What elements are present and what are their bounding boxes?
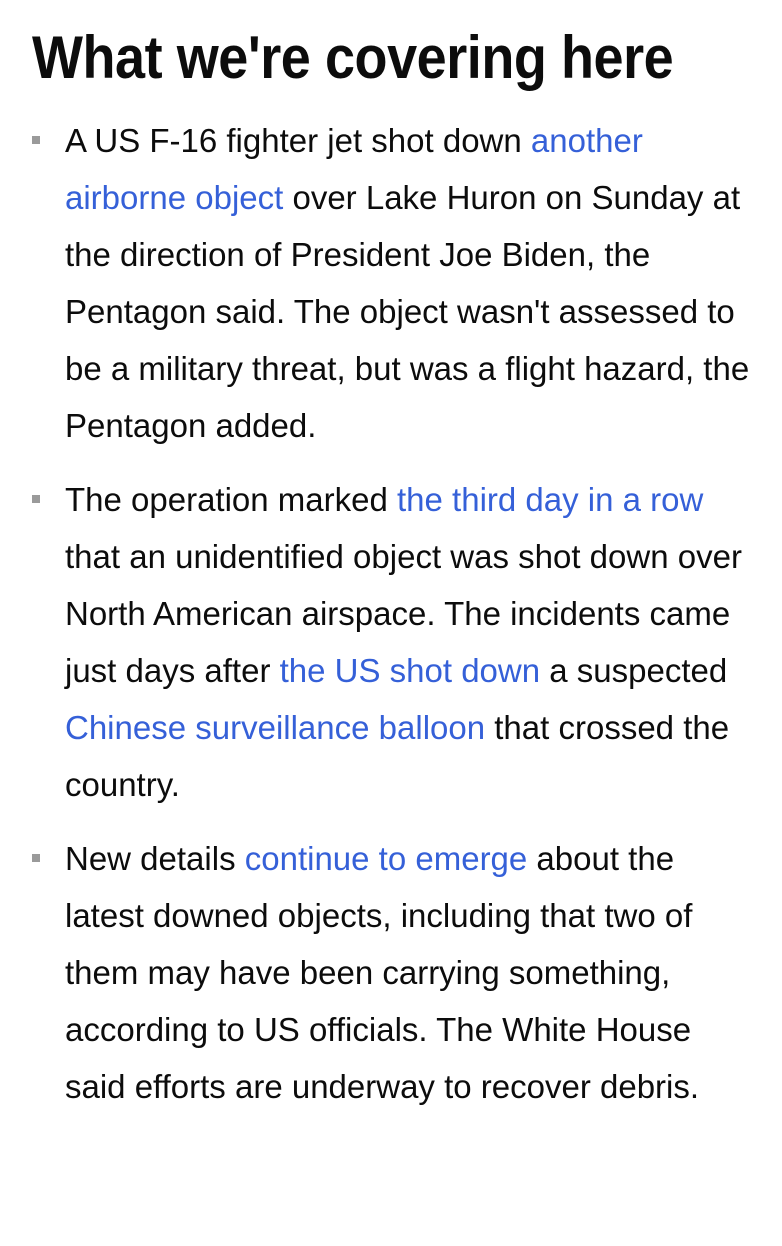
text-segment: A US F-16 fighter jet shot down xyxy=(65,122,531,159)
bullet-item xyxy=(32,112,755,454)
link-another-airborne-object[interactable]: another airborne object xyxy=(65,122,643,216)
link-third-day-in-a-row[interactable]: the third day in a row xyxy=(397,481,704,518)
text-segment: The operation marked xyxy=(65,481,398,518)
text-segment: New details xyxy=(65,840,245,877)
bullet-list xyxy=(32,112,782,1115)
section-heading: What we're covering here xyxy=(32,24,674,91)
bullet-square-icon xyxy=(32,136,40,144)
text-segment: over Lake Huron on Sunday at the direction of President Joe Biden, the Pentagon said. The object wasn't assessed to be a military threat, but was a flight hazard, the Pentagon added. xyxy=(65,179,750,444)
link-us-shot-down[interactable]: the US shot down xyxy=(279,652,541,689)
text-segment: that an unidentified object was shot down over North American airspace. The incidents came just days after xyxy=(65,538,742,689)
text-segment: a suspected xyxy=(540,652,728,689)
bullet-item xyxy=(32,830,755,1115)
bullet-square-icon xyxy=(32,854,40,862)
text-segment: that crossed the country. xyxy=(65,709,730,803)
link-continue-to-emerge[interactable]: continue to emerge xyxy=(244,840,528,877)
bullet-item xyxy=(32,471,755,813)
bullet-square-icon xyxy=(32,495,40,503)
link-chinese-surveillance-balloon[interactable]: Chinese surveillance balloon xyxy=(65,709,486,746)
text-segment: about the latest downed objects, including that two of them may have been carrying something, according to US officials. The White House said efforts are underway to recover debris. xyxy=(65,840,700,1105)
